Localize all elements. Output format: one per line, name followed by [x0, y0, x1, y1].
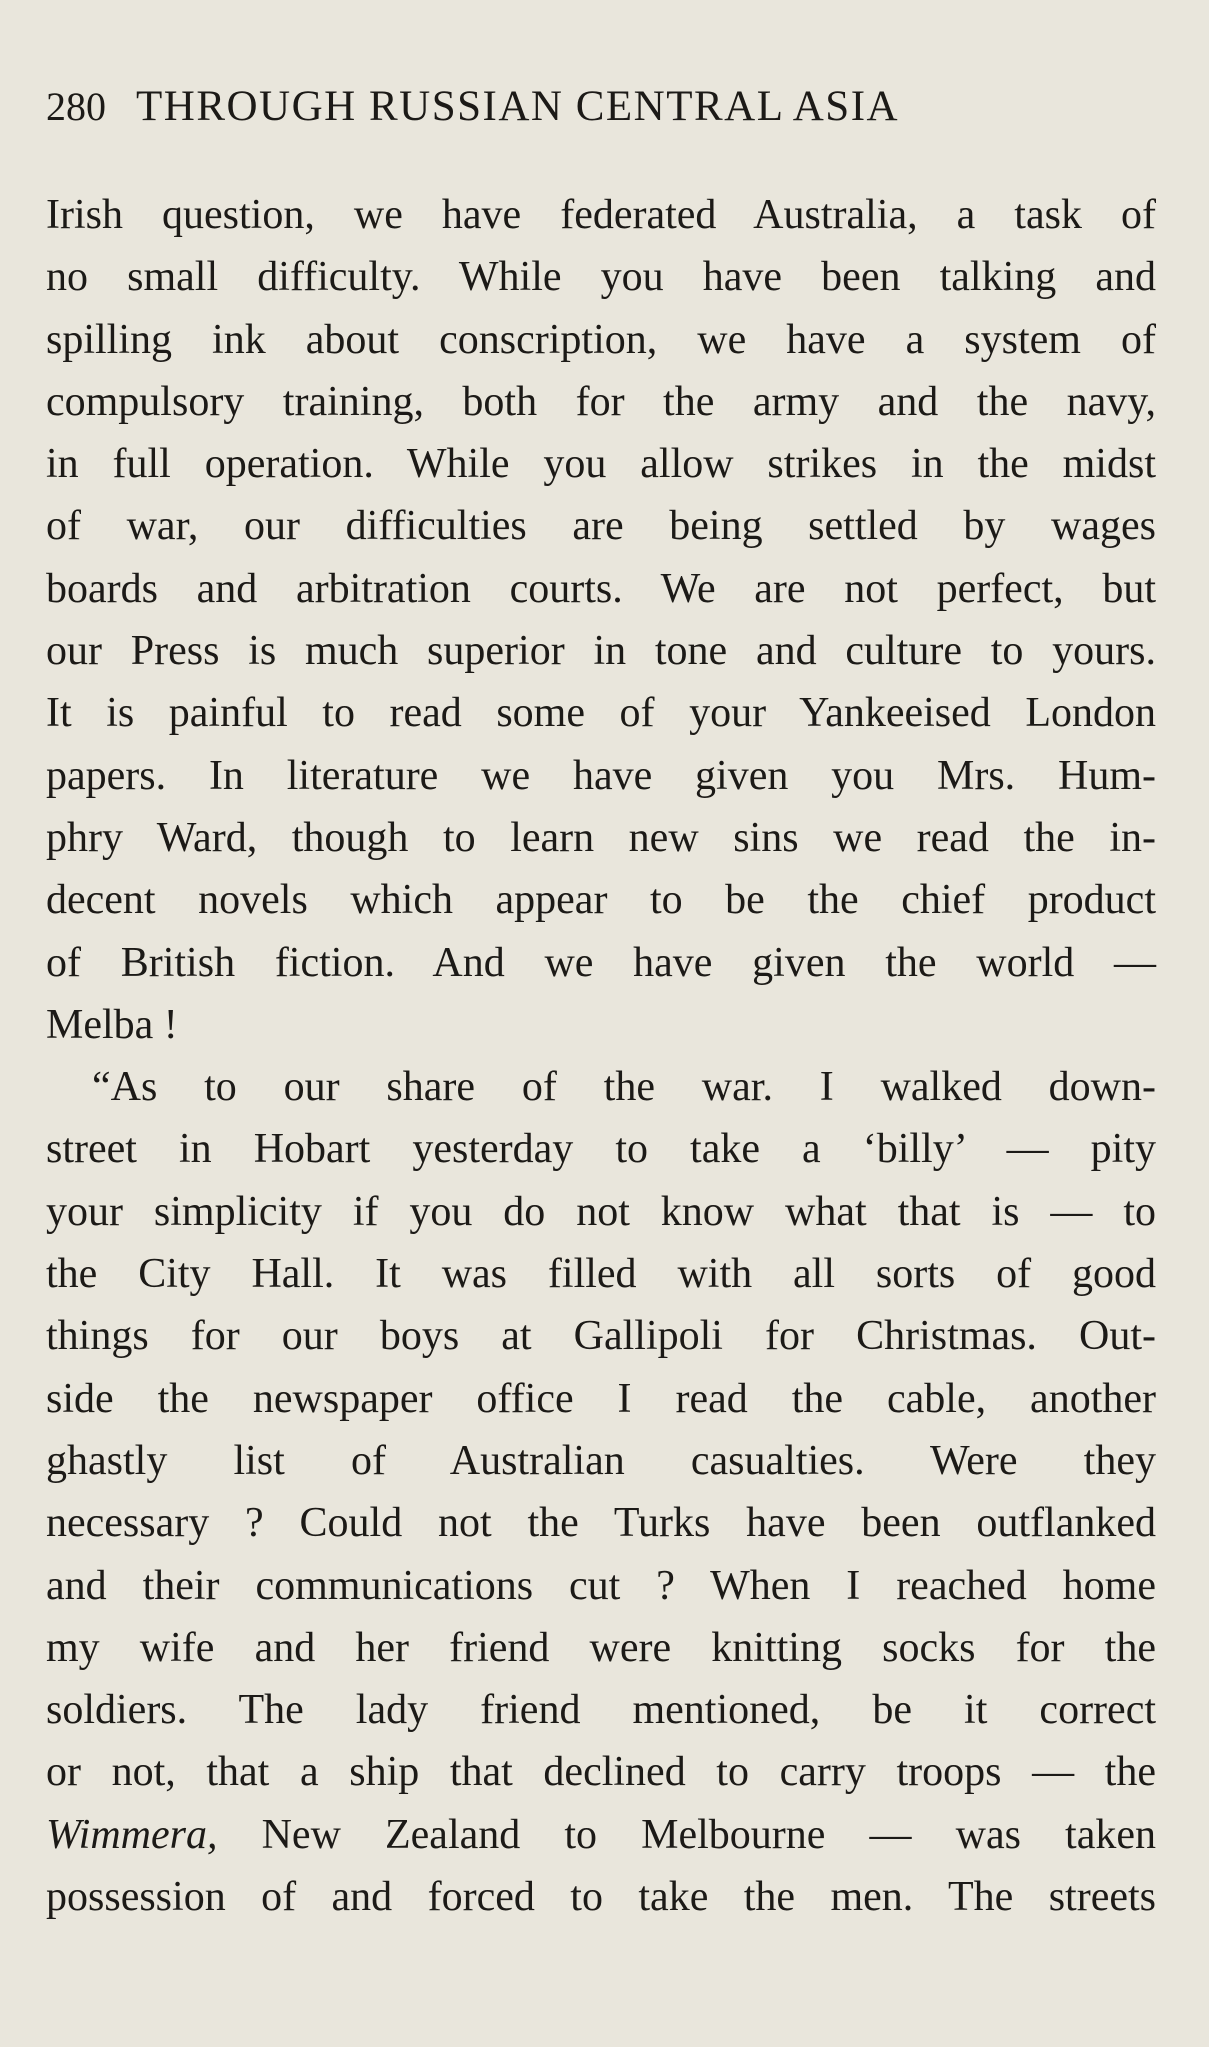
- text-line: phry Ward, though to learn new sins we read the in-: [46, 814, 1156, 861]
- text-line: It is painful to read some of your Yankeeised London: [46, 690, 1156, 737]
- text-line: and their communications cut ? When I reached home: [46, 1562, 1156, 1609]
- text-line: compulsory training, both for the army and the navy,: [46, 378, 1156, 425]
- text-line: “As to our share of the war. I walked down-: [92, 1064, 1156, 1111]
- text-fragment: New Zealand to Melbourne — was taken: [217, 1811, 1156, 1858]
- page-number: 280: [46, 84, 106, 129]
- text-line: of British fiction. And we have given the world —: [46, 939, 1156, 986]
- text-line: your simplicity if you do not know what that is — to: [46, 1188, 1156, 1235]
- ship-name: Wimmera,: [46, 1811, 218, 1858]
- text-line: no small difficulty. While you have been talking and: [46, 254, 1156, 301]
- text-line: the City Hall. It was filled with all sorts of good: [46, 1251, 1156, 1298]
- running-title: THROUGH RUSSIAN CENTRAL ASIA: [136, 83, 900, 130]
- text-line: spilling ink about conscription, we have a system of: [46, 316, 1156, 363]
- book-page: [46, 82, 1156, 1928]
- body-text: [46, 184, 1156, 1928]
- text-line: Melba !: [46, 1001, 178, 1048]
- text-line: possession of and forced to take the men. The streets: [46, 1874, 1156, 1921]
- text-line: side the newspaper office I read the cable, another: [46, 1375, 1156, 1422]
- paragraph-1: [46, 184, 1156, 1056]
- text-line: of war, our difficulties are being settled by wages: [46, 503, 1156, 550]
- text-line: boards and arbitration courts. We are not perfect, but: [46, 565, 1156, 612]
- text-line: in full operation. While you allow strikes in the midst: [46, 441, 1156, 488]
- text-line: our Press is much superior in tone and culture to yours.: [46, 628, 1156, 675]
- text-line: my wife and her friend were knitting socks for the: [46, 1624, 1156, 1671]
- text-line-with-italic: [46, 1804, 1156, 1866]
- paragraph-2: [46, 1056, 1156, 1928]
- text-line: street in Hobart yesterday to take a ‘billy’ — pity: [46, 1126, 1156, 1173]
- text-line: papers. In literature we have given you Mrs. Hum-: [46, 752, 1156, 799]
- text-line: things for our boys at Gallipoli for Christmas. Out-: [46, 1313, 1156, 1360]
- text-line: soldiers. The lady friend mentioned, be it correct: [46, 1687, 1156, 1734]
- text-line: decent novels which appear to be the chief product: [46, 877, 1156, 924]
- text-line: Irish question, we have federated Australia, a task of: [46, 192, 1156, 238]
- text-line: or not, that a ship that declined to carry troops — the: [46, 1749, 1156, 1796]
- running-head: [46, 82, 1156, 142]
- text-line: ghastly list of Australian casualties. Were they: [46, 1437, 1156, 1484]
- text-line: necessary ? Could not the Turks have been outflanked: [46, 1500, 1156, 1547]
